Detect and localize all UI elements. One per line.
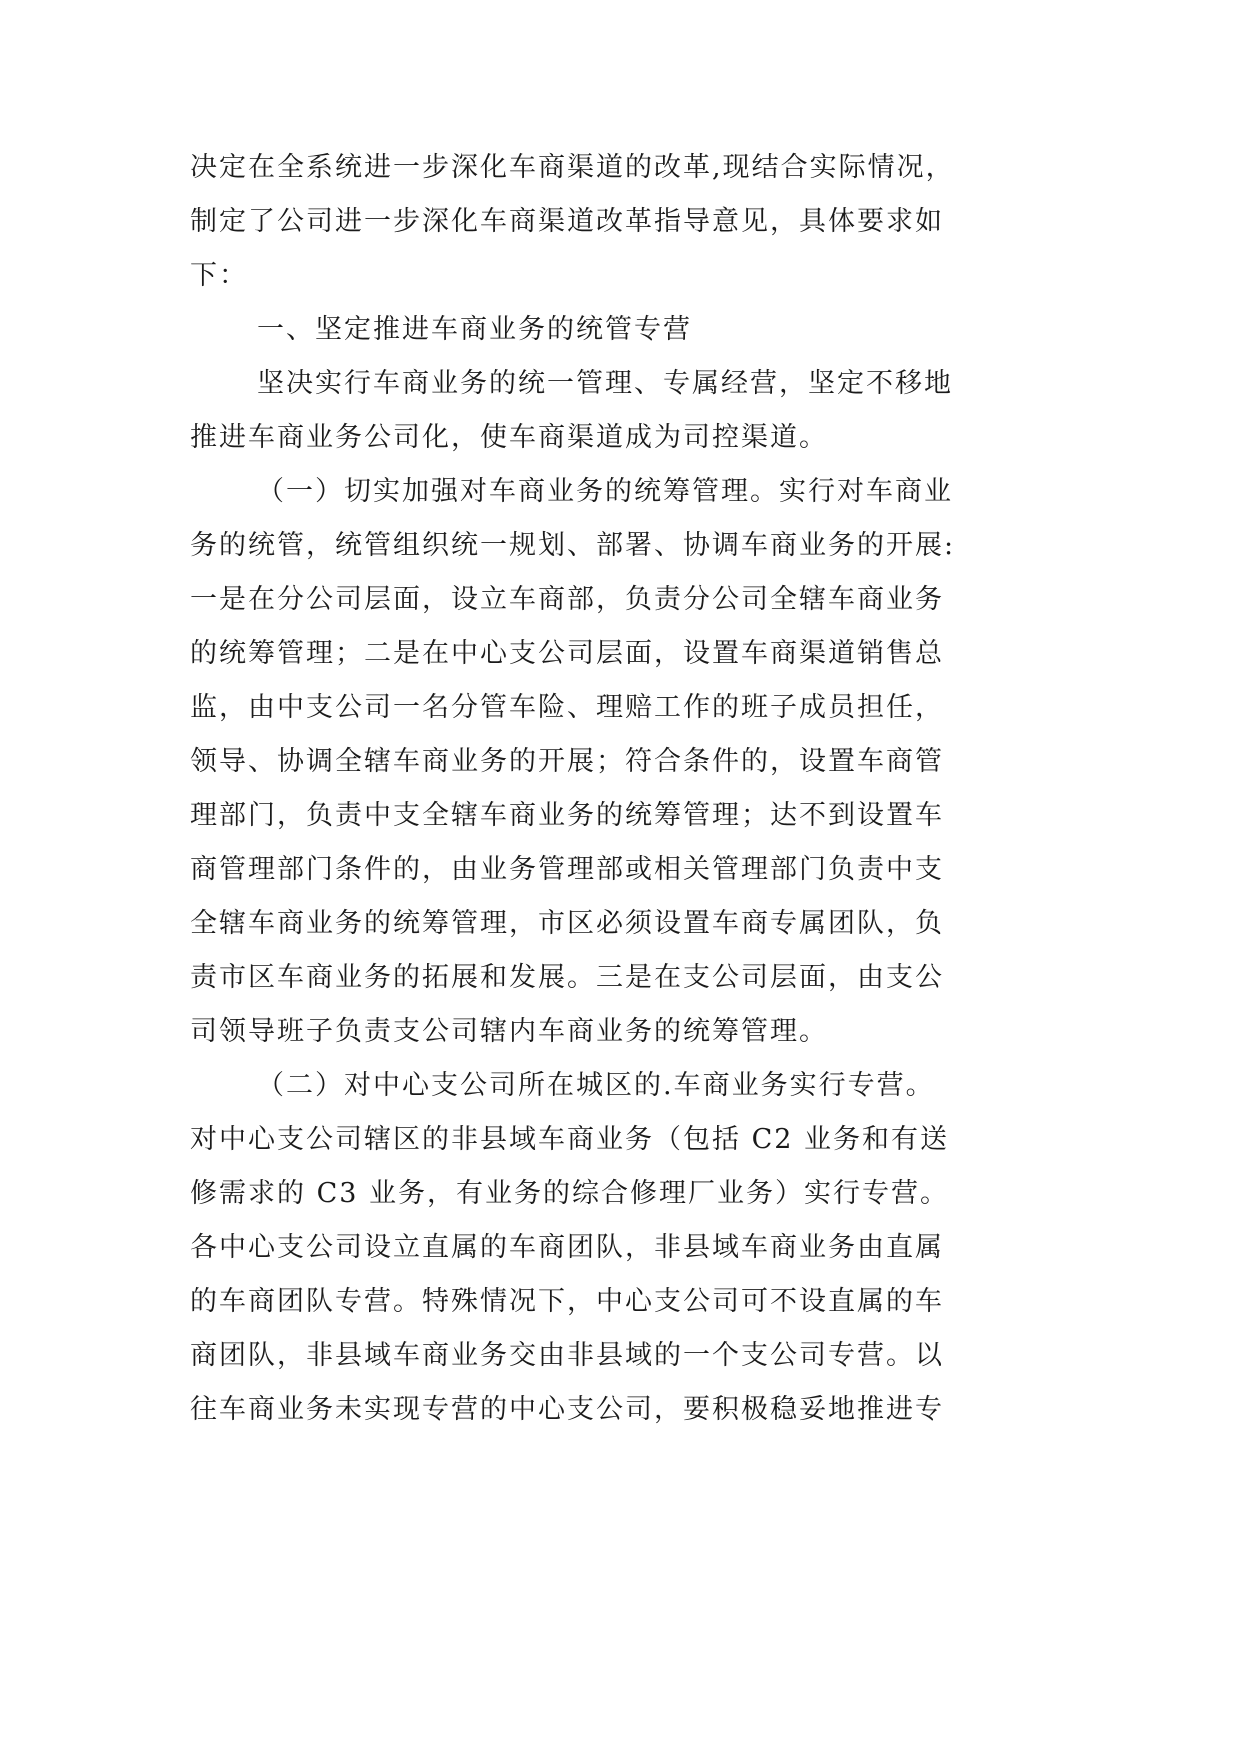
text-line: 责市区车商业务的拓展和发展。三是在支公司层面，由支公: [190, 962, 944, 993]
text-line: 决定在全系统进一步深化车商渠道的改革,现结合实际情况，: [190, 152, 955, 183]
text-line: 下：: [190, 260, 248, 291]
text-line: 各中心支公司设立直属的车商团队，非县域车商业务由直属: [190, 1232, 944, 1263]
text-line: 的统筹管理；二是在中心支公司层面，设置车商渠道销售总: [190, 638, 944, 669]
text-line: 理部门，负责中支全辖车商业务的统筹管理；达不到设置车: [190, 800, 944, 831]
text-line: 商团队，非县域车商业务交由非县域的一个支公司专营。以: [190, 1340, 944, 1371]
text-line: 坚决实行车商业务的统一管理、专属经营，坚定不移地: [257, 368, 953, 399]
text-line: 监，由中支公司一名分管车险、理赔工作的班子成员担任，: [190, 692, 944, 723]
text-line: （一）切实加强对车商业务的统筹管理。实行对车商业: [257, 476, 953, 507]
text-line: 对中心支公司辖区的非县域车商业务（包括 C2 业务和有送: [190, 1124, 950, 1155]
text-line: 的车商团队专营。特殊情况下，中心支公司可不设直属的车: [190, 1286, 944, 1317]
text-line: 务的统管，统管组织统一规划、部署、协调车商业务的开展:: [190, 530, 956, 561]
text-line: 制定了公司进一步深化车商渠道改革指导意见，具体要求如: [190, 206, 944, 237]
text-line: 一是在分公司层面，设立车商部，负责分公司全辖车商业务: [190, 584, 944, 615]
section-heading: 一、坚定推进车商业务的统管专营: [257, 314, 692, 345]
text-line: 全辖车商业务的统筹管理，市区必须设置车商专属团队，负: [190, 908, 944, 939]
text-line: 修需求的 C3 业务，有业务的综合修理厂业务）实行专营。: [190, 1178, 950, 1209]
text-line: 领导、协调全辖车商业务的开展；符合条件的，设置车商管: [190, 746, 944, 777]
text-line: 推进车商业务公司化，使车商渠道成为司控渠道。: [190, 422, 828, 453]
text-line: 往车商业务未实现专营的中心支公司，要积极稳妥地推进专: [190, 1394, 944, 1425]
text-line: 司领导班子负责支公司辖内车商业务的统筹管理。: [190, 1016, 828, 1047]
text-line: （二）对中心支公司所在城区的.车商业务实行专营。: [257, 1070, 935, 1101]
text-line: 商管理部门条件的，由业务管理部或相关管理部门负责中支: [190, 854, 944, 885]
